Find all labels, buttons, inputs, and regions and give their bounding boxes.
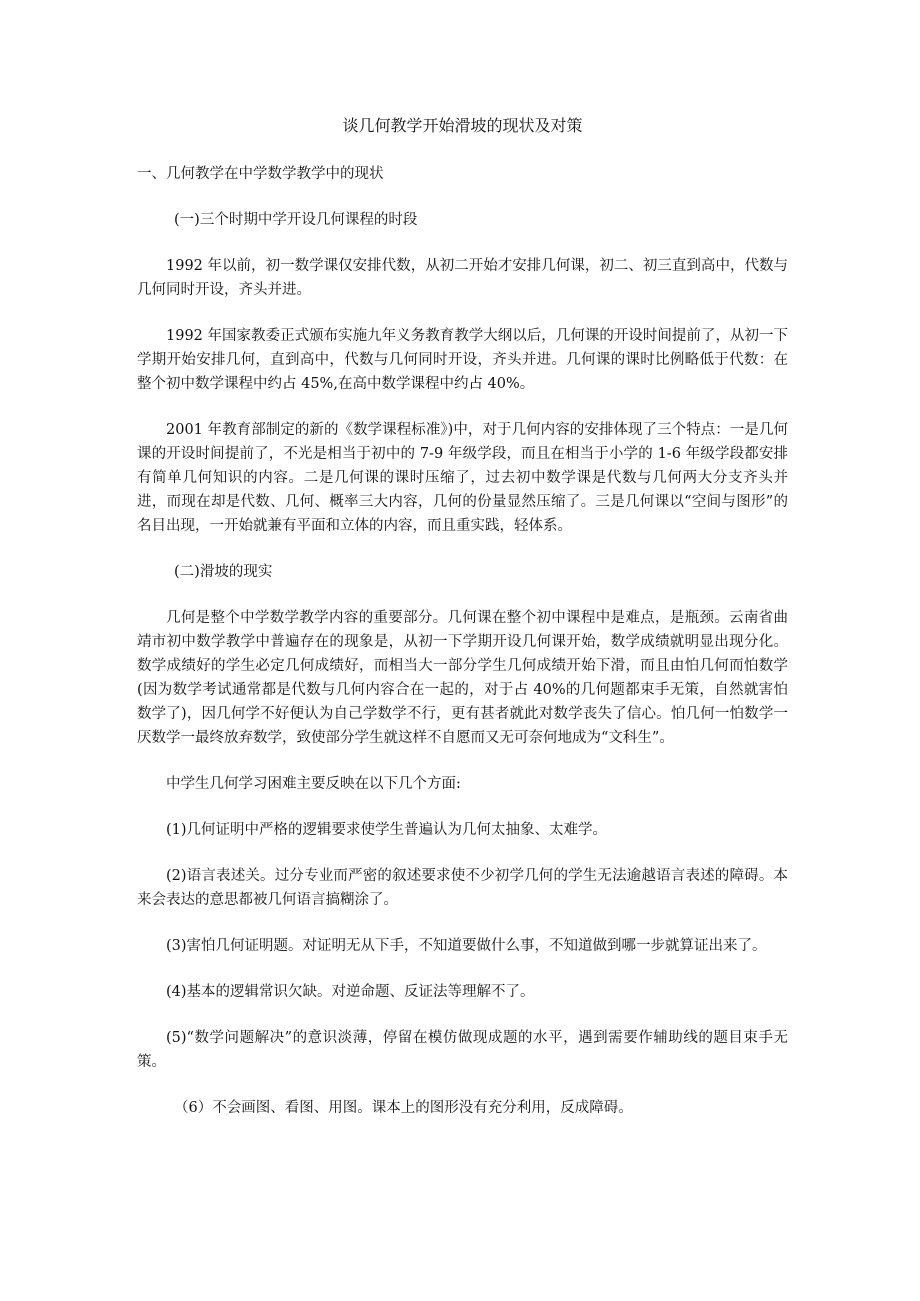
paragraph-1992-after: 1992 年国家教委正式颁布实施九年义务教育教学大纲以后，几何课的开设时间提前了，从初一下学期开始安排几何，直到高中，代数与几何同时开设，齐头并进。几何课的课时比例略低于代数：在整个初中数学课程中约占 45%,在高中数学课程中约占 40%。	[137, 328, 788, 392]
list-item-1: (1)几何证明中严格的逻辑要求使学生普遍认为几何太抽象、太难学。	[166, 822, 608, 838]
list-item-3: (3)害怕几何证明题。对证明无从下手，不知道要做什么事，不知道做到哪一步就算证出来了。	[166, 938, 767, 954]
document-body	[137, 112, 788, 1120]
paragraph-1992-before: 1992 年以前，初一数学课仅安排代数，从初二开始才安排几何课，初二、初三直到高中，代数与几何同时开设，齐头并进。	[137, 258, 788, 298]
document-title: 谈几何教学开始滑坡的现状及对策	[342, 116, 583, 135]
paragraph-difficulties-intro: 中学生几何学习困难主要反映在以下几个方面:	[166, 776, 461, 792]
subsection-heading-2: (二)滑坡的现实	[174, 564, 273, 580]
list-item-5: (5)“数学问题解决”的意识淡薄，停留在模仿做现成题的水平，遇到需要作辅助线的题目束手无策。	[137, 1030, 788, 1070]
list-item-6: （6）不会画图、看图、用图。课本上的图形没有充分利用，反成障碍。	[174, 1100, 633, 1116]
subsection-heading-1: (一)三个时期中学开设几何课程的时段	[174, 212, 418, 228]
list-item-2: (2)语言表述关。过分专业而严密的叙述要求使不少初学几何的学生无法逾越语言表述的障碍。本来会表达的意思都被几何语言搞糊涂了。	[137, 868, 788, 908]
list-item-4: (4)基本的逻辑常识欠缺。对逆命题、反证法等理解不了。	[166, 984, 535, 1000]
paragraph-2001-standard: 2001 年教育部制定的新的《数学课程标准》)中，对于几何内容的安排体现了三个特点：一是几何课的开设时间提前了，不光是相当于初中的 7-9 年级学段，而且在相当于小学的 1-6 年级学段都安排有简单几何知识的内容。二是几何课的课时压缩了，过去初中数学课是代数与几何两大分支齐头并进，而现在却是代数、几何、概率三大内容，几何的份量显然压缩了。三是几何课以“空间与图形”的名目出现，一开始就兼有平面和立体的内容，而且重实践，轻体系。	[137, 422, 788, 534]
section-heading-1: 一、几何教学在中学数学教学中的现状	[137, 166, 384, 182]
paragraph-decline-reality: 几何是整个中学数学教学内容的重要部分。几何课在整个初中课程中是难点，是瓶颈。云南省曲靖市初中数学教学中普遍存在的现象是，从初一下学期开设几何课开始，数学成绩就明显出现分化。数学成绩好的学生必定几何成绩好，而相当大一部分学生几何成绩开始下滑，而且由怕几何而怕数学(因为数学考试通常都是代数与几何内容合在一起的，对于占 40%的几何题都束手无策，自然就害怕数学了)，因几何学不好便认为自己学数学不行，更有甚者就此对数学丧失了信心。怕几何一怕数学一厌数学一最终放弃数学，致使部分学生就这样不自愿而又无可奈何地成为“文科生”。	[137, 610, 788, 746]
